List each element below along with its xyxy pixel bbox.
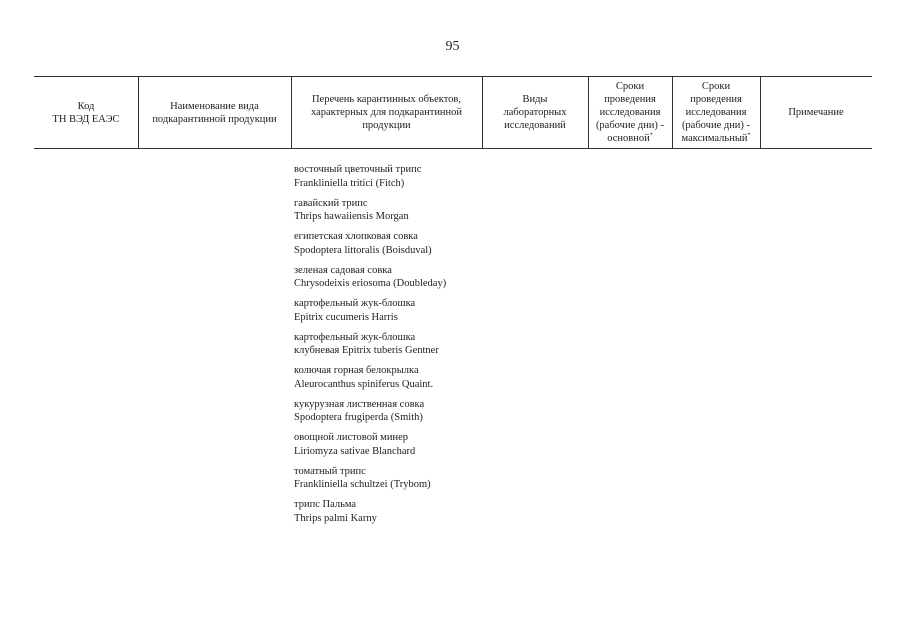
header-max-term-line [682,132,751,145]
common-name: египетская хлопковая совка [294,231,418,242]
header-lab-line: Виды [522,94,548,105]
header-note-label: Примечание [788,107,844,118]
latin-name: Spodoptera littoralis (Boisduval) [294,244,432,256]
list-item [294,498,594,525]
list-item [294,230,594,257]
common-name: трипс Пальма [294,499,357,510]
header-max-term-line: исследования [685,107,747,118]
header-objects-line: продукции [362,120,411,131]
latin-name: клубневая Epitrix tuberis Gentner [294,345,439,356]
header-max-term-column [672,77,760,148]
header-main-term-line: исследования [599,107,661,118]
header-note-column [760,77,872,148]
header-max-term-line: (рабочие дни) - [681,120,751,131]
header-objects-line: Перечень карантинных объектов, [311,94,462,105]
list-item [294,431,594,458]
header-lab-line: лабораторных [503,107,567,118]
quarantine-objects-list [294,163,594,532]
header-objects-line: характерных для подкарантинной [310,107,463,118]
list-item [294,297,594,324]
page-number: 95 [445,39,460,54]
latin-name: Liriomyza sativae Blanchard [294,445,416,457]
common-name: овощной листовой минер [294,432,408,443]
latin-name: Thrips hawaiiensis Morgan [294,211,409,222]
table-header [34,76,872,149]
list-item [294,331,594,358]
latin-name: Frankliniella schultzei (Trybom) [294,479,431,490]
footnote-mark: * [747,132,751,139]
latin-name: Chrysodeixis eriosoma (Doubleday) [294,278,447,289]
common-name: томатный трипс [294,465,366,477]
common-name: зеленая садовая совка [294,264,392,276]
header-max-term-line: Сроки [701,81,731,92]
header-main-term-line: Сроки [615,81,645,92]
latin-name: Epitrix cucumeris Harris [294,311,398,323]
common-name: картофельный жук-блошка [294,298,416,309]
common-name: кукурузная лиственная совка [294,398,425,410]
header-quarantine-objects-column [291,77,482,148]
latin-name: Thrips palmi Karny [294,512,377,524]
header-main-term-line: проведения [604,94,656,105]
header-max-term-line: проведения [690,94,742,105]
latin-name: Frankliniella tritici (Fitch) [294,177,405,189]
footnote-mark: * [649,132,653,139]
list-item [294,163,594,190]
header-main-term-text: основной [607,133,650,144]
list-item [294,264,594,291]
list-item [294,465,594,492]
common-name: гавайский трипс [294,197,368,209]
header-code-column [34,77,138,148]
header-lab-line: исследований [504,120,566,131]
header-main-term-line: (рабочие дни) - [595,120,665,131]
header-main-term-line [596,132,664,145]
header-main-term-column [588,77,672,148]
latin-name: Aleurocanthus spiniferus Quaint. [294,378,434,390]
header-product-line: Наименование вида [170,100,259,112]
list-item [294,364,594,391]
header-code-line: ТН ВЭД ЕАЭС [52,113,120,125]
common-name: колючая горная белокрылка [294,365,419,376]
common-name: картофельный жук-блошка [294,331,416,343]
header-lab-research-column [482,77,588,148]
common-name: восточный цветочный трипс [294,164,422,175]
header-max-term-text: максимальный [681,133,748,144]
header-product-name-column [138,77,291,148]
list-item [294,398,594,425]
list-item [294,197,594,224]
header-code-line: Код [77,100,95,112]
latin-name: Spodoptera frugiperda (Smith) [294,412,423,423]
header-product-line: подкарантинной продукции [152,113,277,125]
